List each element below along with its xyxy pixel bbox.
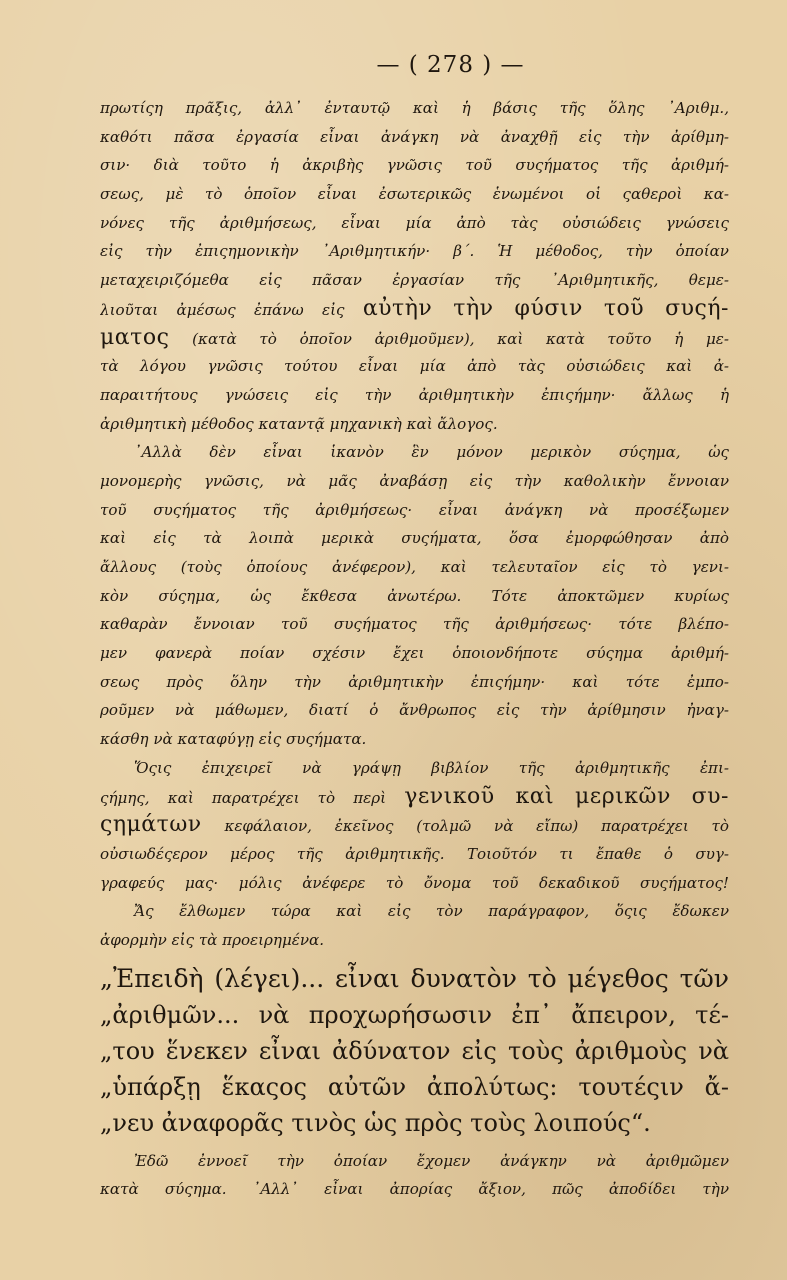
text-line: ἀφορμὴν εἰς τὰ προειρημένα. — [100, 930, 325, 949]
text-line: κάσθη νὰ καταφύγῃ εἰς συςήματα. — [100, 730, 367, 749]
emphasized-text: ςημάτων — [100, 812, 202, 838]
text-line: σεως, μὲ τὸ ὁποῖον εἶναι ἐσωτερικῶς ἑνωμένοι οἱ ςαθεροὶ κα- — [100, 185, 729, 204]
quote-line: „ἀριθμῶν... νὰ προχωρήσωσιν ἐπ᾽ ἄπειρον, τέ- — [100, 1000, 729, 1029]
text-line: ἄλλους (τοὺς ὁποίους ἀνέφερον), καὶ τελευταῖον εἰς τὸ γενι- — [100, 558, 729, 576]
quote-line: „Ἐπειδὴ (λέγει)... εἶναι δυνατὸν τὸ μέγεθος τῶν — [100, 963, 729, 993]
text-line: ροῦμεν νὰ μάθωμεν, διατί ὁ ἄνθρωπος εἰς τὴν ἀρίθμησιν ἠναγ- — [100, 701, 729, 720]
text-line: τοῦ συςήματος τῆς ἀριθμήσεως· εἶναι ἀνάγκη νὰ προσέξωμεν — [100, 500, 729, 519]
text-line: νόνες τῆς ἀριθμήσεως, εἶναι μία ἀπὸ τὰς οὐσιώδεις γνώσεις — [100, 213, 729, 232]
text-line: Ἐδῶ ἐννοεῖ τὴν ὁποίαν ἔχομεν ἀνάγκην νὰ ἀριθμῶμεν — [134, 1151, 729, 1170]
text-line: σεως πρὸς ὅλην τὴν ἀριθμητικὴν ἐπιςήμην· καὶ τότε ἐμπο- — [100, 672, 729, 691]
text-line — [100, 811, 729, 840]
text-line: καὶ εἰς τὰ λοιπὰ μερικὰ συςήματα, ὅσα ἐμορφώθησαν ἀπὸ — [100, 529, 729, 548]
text-line: εἰς τὴν ἐπιςημονικὴν ᾽Αριθμητικήν· β΄. Ἡ μέθοδος, τὴν ὁποίαν — [100, 242, 729, 261]
text-line: Ἄς ἔλθωμεν τώρα καὶ εἰς τὸν παράγραφον, ὅςις ἔδωκεν — [134, 902, 729, 921]
text-line: πρωτίςη πρᾶξις, ἀλλ᾽ ἐνταυτῷ καὶ ἡ βάσις τῆς ὅλης ᾽Αριθμ., — [100, 99, 729, 117]
page-number-header: — ( 278 ) — — [376, 52, 525, 78]
text-line: κὸν σύςημα, ὡς ἔκθεσα ἀνωτέρω. Τότε ἀποκτῶμεν κυρίως — [100, 586, 729, 605]
text-line: μεταχειριζόμεθα εἰς πᾶσαν ἐργασίαν τῆς ᾽Αριθμητικῆς, θεμε- — [100, 271, 729, 290]
text-line: Ὅςις ἐπιχειρεῖ νὰ γράψῃ βιβλίον τῆς ἀριθμητικῆς ἐπι- — [134, 758, 729, 777]
text-line: τὰ λόγου γνῶσις τούτου εἶναι μία ἀπὸ τὰς οὐσιώδεις καὶ ἀ- — [100, 357, 729, 376]
text-line: ἀριθμητικὴ μέθοδος καταντᾷ μηχανικὴ καὶ ἄλογος. — [100, 414, 498, 433]
emphasized-text: ματος — [100, 324, 170, 350]
quotation-block — [100, 961, 729, 1141]
text-line: μονομερὴς γνῶσις, νὰ μᾶς ἀναβάσῃ εἰς τὴν καθολικὴν ἔννοιαν — [100, 471, 729, 490]
text-line: μεν φανερὰ ποίαν σχέσιν ἔχει ὁποιονδήποτε σύςημα ἀριθμή- — [100, 644, 729, 663]
text-line: παραιτήτους γνώσεις εἰς τὴν ἀριθμητικὴν ἐπιςήμην· ἄλλως ἡ — [100, 385, 729, 404]
text-line: σιν· διὰ τοῦτο ἡ ἀκριβὴς γνῶσις τοῦ συςήματος τῆς ἀριθμή- — [100, 156, 729, 175]
emphasized-text: γενικοῦ καὶ μερικῶν συ- — [404, 783, 729, 809]
text-line: οὐσιωδέςερον μέρος τῆς ἀριθμητικῆς. Τοιοῦτόν τι ἔπαθε ὁ συγ- — [100, 844, 729, 863]
text-segment: ςήμης, καὶ παρατρέχει τὸ περὶ — [100, 788, 387, 807]
text-line: κατὰ σύςημα. ᾽Αλλ᾽ εἶναι ἀπορίας ἄξιον, πῶς ἀποδίδει τὴν — [100, 1180, 729, 1199]
text-line — [100, 783, 729, 812]
text-line — [100, 295, 729, 324]
body-text — [100, 94, 729, 1204]
text-line: ᾽Αλλὰ δὲν εἶναι ἱκανὸν ἓν μόνον μερικὸν σύςημα, ὡς — [134, 443, 729, 462]
text-segment: κεφάλαιον, ἐκεῖνος (τολμῶ νὰ εἴπω) παρατρέχει τὸ — [224, 817, 729, 836]
quote-line: „ὑπάρξῃ ἕκαςος αὐτῶν ἀπολύτως: τουτέςιν ἄ- — [100, 1072, 729, 1101]
text-segment: λιοῦται ἀμέσως ἐπάνω εἰς — [100, 300, 345, 319]
quote-line: „του ἕνεκεν εἶναι ἀδύνατον εἰς τοὺς ἀριθμοὺς νὰ — [100, 1036, 729, 1065]
text-line: καθότι πᾶσα ἐργασία εἶναι ἀνάγκη νὰ ἀναχθῇ εἰς τὴν ἀρίθμη- — [100, 127, 729, 146]
quote-line: „νευ ἀναφορᾶς τινὸς ὡς πρὸς τοὺς λοιπούς“. — [100, 1108, 651, 1137]
text-line: γραφεύς μας· μόλις ἀνέφερε τὸ ὄνομα τοῦ δεκαδικοῦ συςήματος! — [100, 873, 729, 892]
emphasized-text: αὐτὴν τὴν φύσιν τοῦ συςή- — [362, 295, 729, 321]
text-line: καθαρὰν ἔννοιαν τοῦ συςήματος τῆς ἀριθμήσεως· τότε βλέπο- — [100, 615, 729, 634]
text-line — [100, 324, 729, 353]
text-segment: (κατὰ τὸ ὁποῖον ἀριθμοῦμεν), καὶ κατὰ τοῦτο ἡ με- — [192, 329, 729, 348]
